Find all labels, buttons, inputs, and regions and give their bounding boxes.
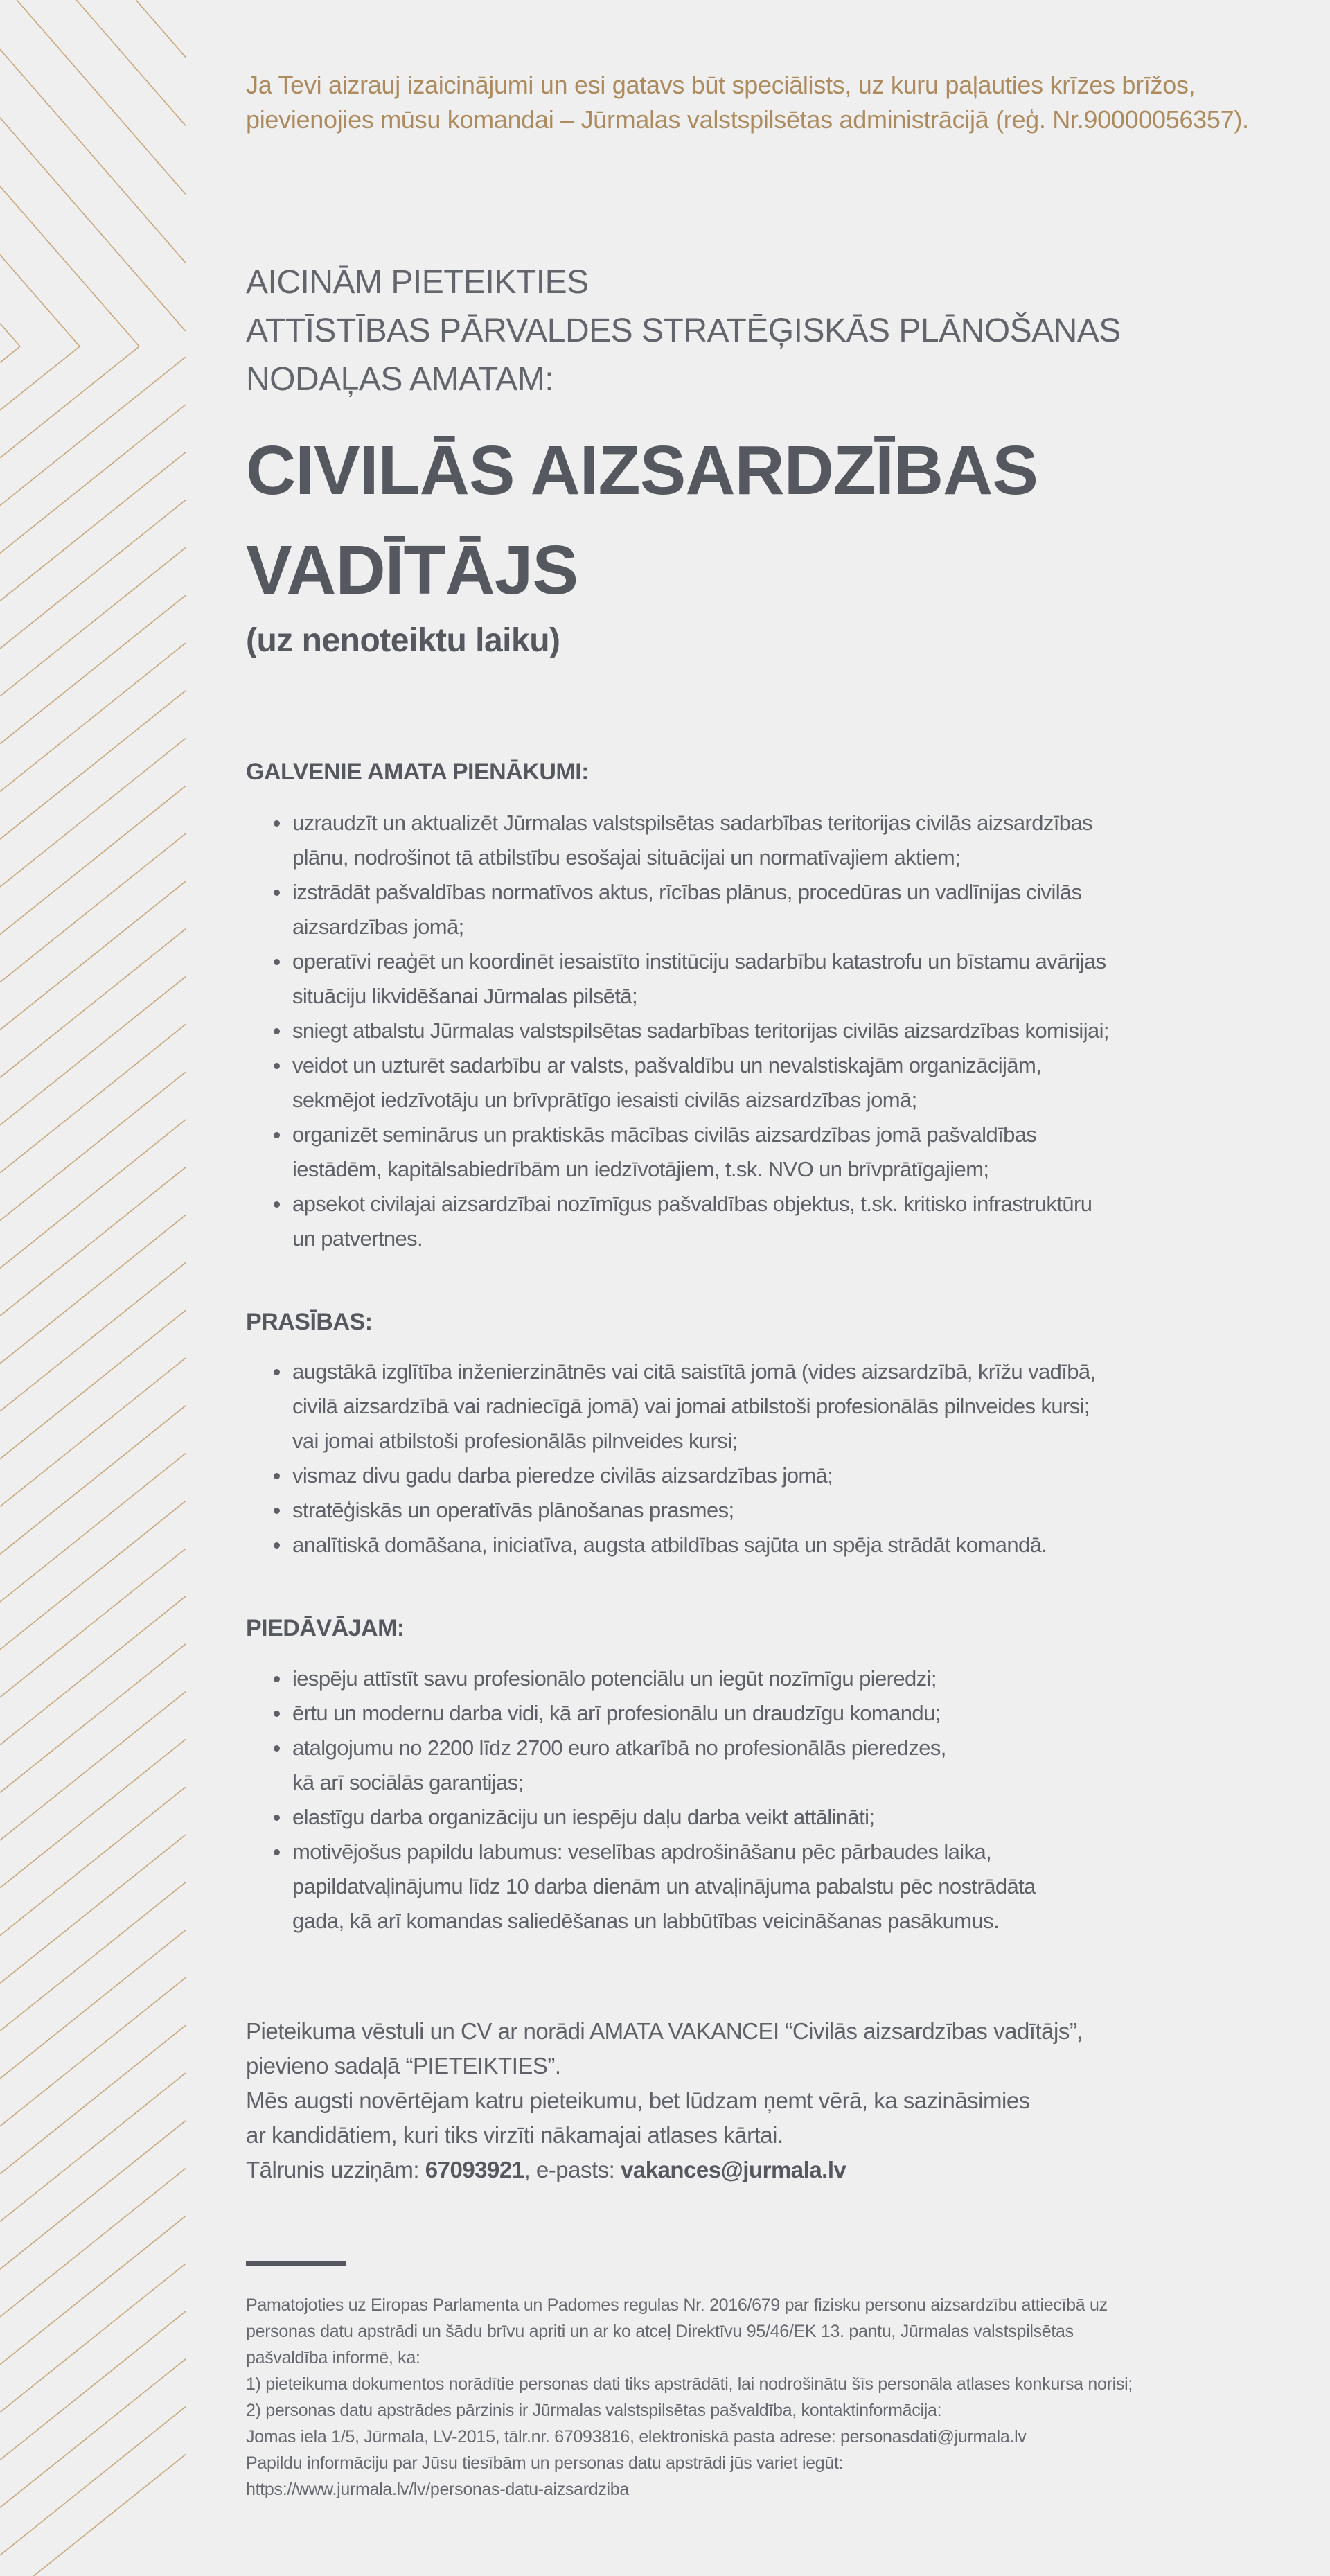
decor-line: [0, 1120, 186, 1268]
list-item: [246, 1528, 1096, 1562]
decor-line: [0, 1024, 186, 1172]
decor-line: [0, 2121, 186, 2269]
invitation-line: NODAĻAS AMATAM:: [246, 361, 554, 398]
decor-line: [0, 547, 186, 696]
decor-line: [0, 1977, 186, 2126]
decor-line: [0, 1310, 186, 1458]
bullet-icon: [274, 1542, 280, 1549]
invitation-line: AICINĀM PIETEIKTIES: [246, 264, 589, 301]
list-item: [246, 1493, 1096, 1528]
bullet-icon: [274, 1028, 280, 1034]
bullet-icon: [274, 1849, 280, 1855]
decor-line: [0, 1835, 186, 1983]
decor-line: [0, 977, 186, 1125]
paragraph-line: pievieno sadaļā “PIETEIKTIES”.: [246, 2053, 561, 2079]
privacy-line: 2) personas datu apstrādes pārzinis ir Jūrmalas valstspilsētas pašvaldība, kontaktinformācija:: [246, 2401, 942, 2420]
job-title-line: VADĪTĀJS: [246, 531, 578, 609]
paragraph-line: Mēs augsti novērtējam katru pieteikumu, bet lūdzam ņemt vērā, ka sazināsimies: [246, 2088, 1030, 2113]
decor-line: [0, 1358, 186, 1506]
list-item-text: stratēģiskās un operatīvās plānošanas prasmes;: [292, 1498, 734, 1522]
list-item: [246, 1661, 1036, 1696]
privacy-line: 1) pieteikuma dokumentos norādītie personas dati tiks apstrādāti, lai nodrošinātu šīs personāla atlases konkursa norisi;: [246, 2374, 1133, 2394]
decor-line: [0, 1930, 186, 2079]
decor-line: [0, 1549, 186, 1697]
decor-line: [0, 833, 186, 982]
decor-line: [136, 0, 186, 58]
decor-line: [0, 1787, 186, 1935]
section-divider: [246, 2261, 346, 2266]
invitation-line: ATTĪSTĪBAS PĀRVALDES STRATĒĢISKĀS PLĀNOŠANAS: [246, 312, 1121, 349]
decor-line: [0, 1262, 186, 1411]
decor-line: [0, 2169, 186, 2317]
decor-line: [0, 324, 20, 346]
list-item-text: elastīgu darba organizāciju un iespēju daļu darba veikt attālināti;: [292, 1805, 875, 1829]
intro-text: Ja Tevi aizrauj izaicinājumi un esi gatavs būt speciālists, uz kuru paļauties krīzes brīžos, pievienojies mūsu komandai – Jūrmalas valstspilsētas administrācijā (reģ. Nr.90000056357).: [246, 71, 1249, 134]
bullet-icon: [274, 1473, 280, 1479]
list-item: [246, 1800, 1036, 1835]
decor-line: [0, 1501, 186, 1649]
privacy-line: Pamatojoties uz Eiropas Parlamenta un Padomes regulas Nr. 2016/679 par fizisku personu aizsardzību attiecībā uz: [246, 2295, 1108, 2315]
list-item-text: operatīvi reaģēt un koordinēt iesaistīto institūciju sadarbību katastrofu un bīstamu avārijas situāciju likvidēšanai Jūrmalas pilsētā;: [292, 949, 1106, 1008]
offer-heading: PIEDĀVĀJAM:: [246, 1615, 405, 1641]
decor-line: [0, 1406, 186, 1554]
decor-line: [0, 929, 186, 1077]
requirements-list: [246, 1355, 1096, 1562]
decor-line: [0, 186, 139, 346]
email-link[interactable]: vakances@jurmala.lv: [620, 2157, 846, 2182]
list-item-text: apsekot civilajai aizsardzībai nozīmīgus pašvaldības objektus, t.sk. kritisko infrastruktūru un patvertnes.: [292, 1192, 1092, 1251]
bullet-icon: [274, 1815, 280, 1821]
list-item-text: analītiskā domāšana, iniciatīva, augsta atbildības sajūta un spēja strādāt komandā.: [292, 1533, 1047, 1557]
decor-line: [0, 346, 20, 362]
privacy-line: pašvaldība informē, ka:: [246, 2348, 420, 2367]
decor-line: [0, 2216, 186, 2364]
list-item: [246, 1187, 1109, 1256]
list-item-text: veidot un uzturēt sadarbību ar valsts, pašvaldību un nevalstiskajām organizācijām, sekmējot iedzīvotāju un brīvprātīgo iesaisti civilās aizsardzības jomā;: [292, 1053, 1042, 1112]
list-item-text: ērtu un modernu darba vidi, kā arī profesionālu un draudzīgu komandu;: [292, 1701, 941, 1725]
decor-line: [0, 452, 186, 601]
list-item: [246, 1048, 1109, 1118]
list-item: [246, 1355, 1096, 1458]
bullet-icon: [274, 890, 280, 896]
job-title-line: CIVILĀS AIZSARDZĪBAS: [246, 432, 1038, 509]
list-item-text: motivējošus papildu labumus: veselības apdrošināšanu pēc pārbaudes laika, papildatvaļinājumu līdz 10 darba dienām un atvaļinājuma pabalstu pēc nostrādāta gada, kā arī komandas saliedēšanas un labbūtības veicināšanas pasākumus.: [292, 1840, 1036, 1933]
decor-line: [0, 786, 186, 934]
bullet-icon: [274, 1063, 280, 1069]
decor-line: [0, 691, 186, 839]
bullet-icon: [274, 1508, 280, 1514]
offer-list: [246, 1661, 1036, 1939]
decor-line: [0, 1882, 186, 2031]
bullet-icon: [274, 820, 280, 827]
bullet-icon: [274, 1132, 280, 1138]
phone-label: Tālrunis uzziņām:: [246, 2157, 425, 2182]
decor-line: [0, 595, 186, 743]
decor-line: [76, 0, 186, 125]
list-item: [246, 944, 1109, 1014]
list-item-text: izstrādāt pašvaldības normatīvos aktus, rīcības plānus, procedūras un vadlīnijas civilās aizsardzības jomā;: [292, 880, 1082, 939]
privacy-line: Papildu informāciju par Jūsu tiesībām un personas datu apstrādi jūs variet iegūt:: [246, 2453, 844, 2473]
invitation-heading: [246, 258, 1121, 404]
bullet-icon: [274, 1201, 280, 1208]
phone-number[interactable]: 67093921: [425, 2157, 524, 2182]
decor-line: [0, 346, 139, 458]
decor-line: [0, 357, 186, 505]
list-item-text: atalgojumu no 2200 līdz 2700 euro atkarībā no profesionālās pieredzes, kā arī sociālās garantijas;: [292, 1736, 946, 1794]
decor-line: [0, 2264, 186, 2412]
decor-line: [0, 881, 186, 1030]
paragraph-line: Pieteikuma vēstuli un CV ar norādi AMATA VAKANCEI “Civilās aizsardzības vadītājs”,: [246, 2018, 1083, 2044]
decor-line: [0, 2073, 186, 2221]
decor-line: [0, 1644, 186, 1792]
email-label: , e-pasts:: [524, 2157, 621, 2182]
list-item-text: iespēju attīstīt savu profesionālo potenciālu un iegūt nozīmīgu pieredzi;: [292, 1666, 937, 1691]
privacy-notice: [246, 2292, 1133, 2503]
list-item-text: uzraudzīt un aktualizēt Jūrmalas valstspilsētas sadarbības teritorijas civilās aizsardzības plānu, nodrošinot tā atbilstību esošajai situācijai un normatīvajiem aktiem;: [292, 811, 1092, 870]
bullet-icon: [274, 1711, 280, 1717]
decor-line: [0, 1596, 186, 1745]
bullet-icon: [274, 1369, 280, 1375]
list-item: [246, 1014, 1109, 1048]
list-item: [246, 1458, 1096, 1493]
paragraph-line: ar kandidātiem, kuri tiks virzīti nākamajai atlases kārtai.: [246, 2122, 783, 2148]
decor-line: [0, 255, 80, 346]
decor-line: [0, 1739, 186, 1887]
list-item: [246, 1696, 1036, 1731]
contract-term: (uz nenoteiktu laiku): [246, 622, 560, 659]
contact-line: [246, 2153, 1083, 2187]
decor-line: [0, 346, 80, 410]
decor-line: [0, 2311, 186, 2460]
decor-line: [0, 1167, 186, 1316]
decor-line: [0, 1454, 186, 1602]
application-instructions: [246, 2014, 1083, 2187]
decor-line: [0, 405, 186, 553]
job-title: [246, 421, 1038, 620]
decor-line: [0, 1072, 186, 1220]
privacy-url[interactable]: https://www.jurmala.lv/lv/personas-datu-aizsardziba: [246, 2480, 629, 2499]
decor-line: [0, 643, 186, 791]
list-item-text: vismaz divu gadu darba pieredze civilās aizsardzības jomā;: [292, 1463, 833, 1488]
privacy-line: personas datu apstrādi un šādu brīvu apriti un ar ko atceļ Direktīvu 95/46/EK 13. pantu, Jūrmalas valstspilsētas: [246, 2322, 1074, 2341]
bullet-icon: [274, 959, 280, 965]
privacy-line: Jomas iela 1/5, Jūrmala, LV-2015, tālr.nr. 67093816, elektroniskā pasta adrese: personasdati@jurmala.lv: [246, 2427, 1027, 2446]
duties-heading: GALVENIE AMATA PIENĀKUMI:: [246, 759, 589, 785]
decor-line: [0, 1692, 186, 1840]
decor-line: [0, 49, 186, 263]
list-item: [246, 1835, 1036, 1939]
list-item: [246, 875, 1109, 944]
decor-line: [0, 739, 186, 887]
decor-line: [0, 500, 186, 649]
decor-line: [0, 2359, 186, 2507]
decorative-chevron-lines: [0, 0, 186, 2576]
decor-line: [0, 2025, 186, 2173]
decor-line: [0, 118, 186, 331]
duties-list: [246, 806, 1109, 1256]
list-item-text: sniegt atbalstu Jūrmalas valstspilsētas sadarbības teritorijas civilās aizsardzības komisijai;: [292, 1018, 1109, 1043]
list-item: [246, 806, 1109, 875]
requirements-heading: PRASĪBAS:: [246, 1309, 373, 1335]
list-item-text: augstākā izglītība inženierzinātnēs vai citā saistītā jomā (vides aizsardzībā, krīžu vadībā, civilā aizsardzībā vai radniecīgā jomā) vai jomai atbilstoši profesionālās pilnveides kursi; vai jomai atbilstoši profesionālās pilnveides kursi;: [292, 1359, 1096, 1453]
bullet-icon: [274, 1676, 280, 1682]
bullet-icon: [274, 1745, 280, 1752]
list-item: [246, 1118, 1109, 1187]
decor-line: [0, 1215, 186, 1364]
list-item-text: organizēt seminārus un praktiskās mācības civilās aizsardzības jomā pašvaldības iestādēm, kapitālsabiedrībām un iedzīvotājiem, t.sk. NVO un brīvprātīgajiem;: [292, 1122, 1037, 1181]
list-item: [246, 1731, 1036, 1800]
decor-line: [34, 2454, 186, 2576]
decor-line: [0, 2407, 186, 2555]
